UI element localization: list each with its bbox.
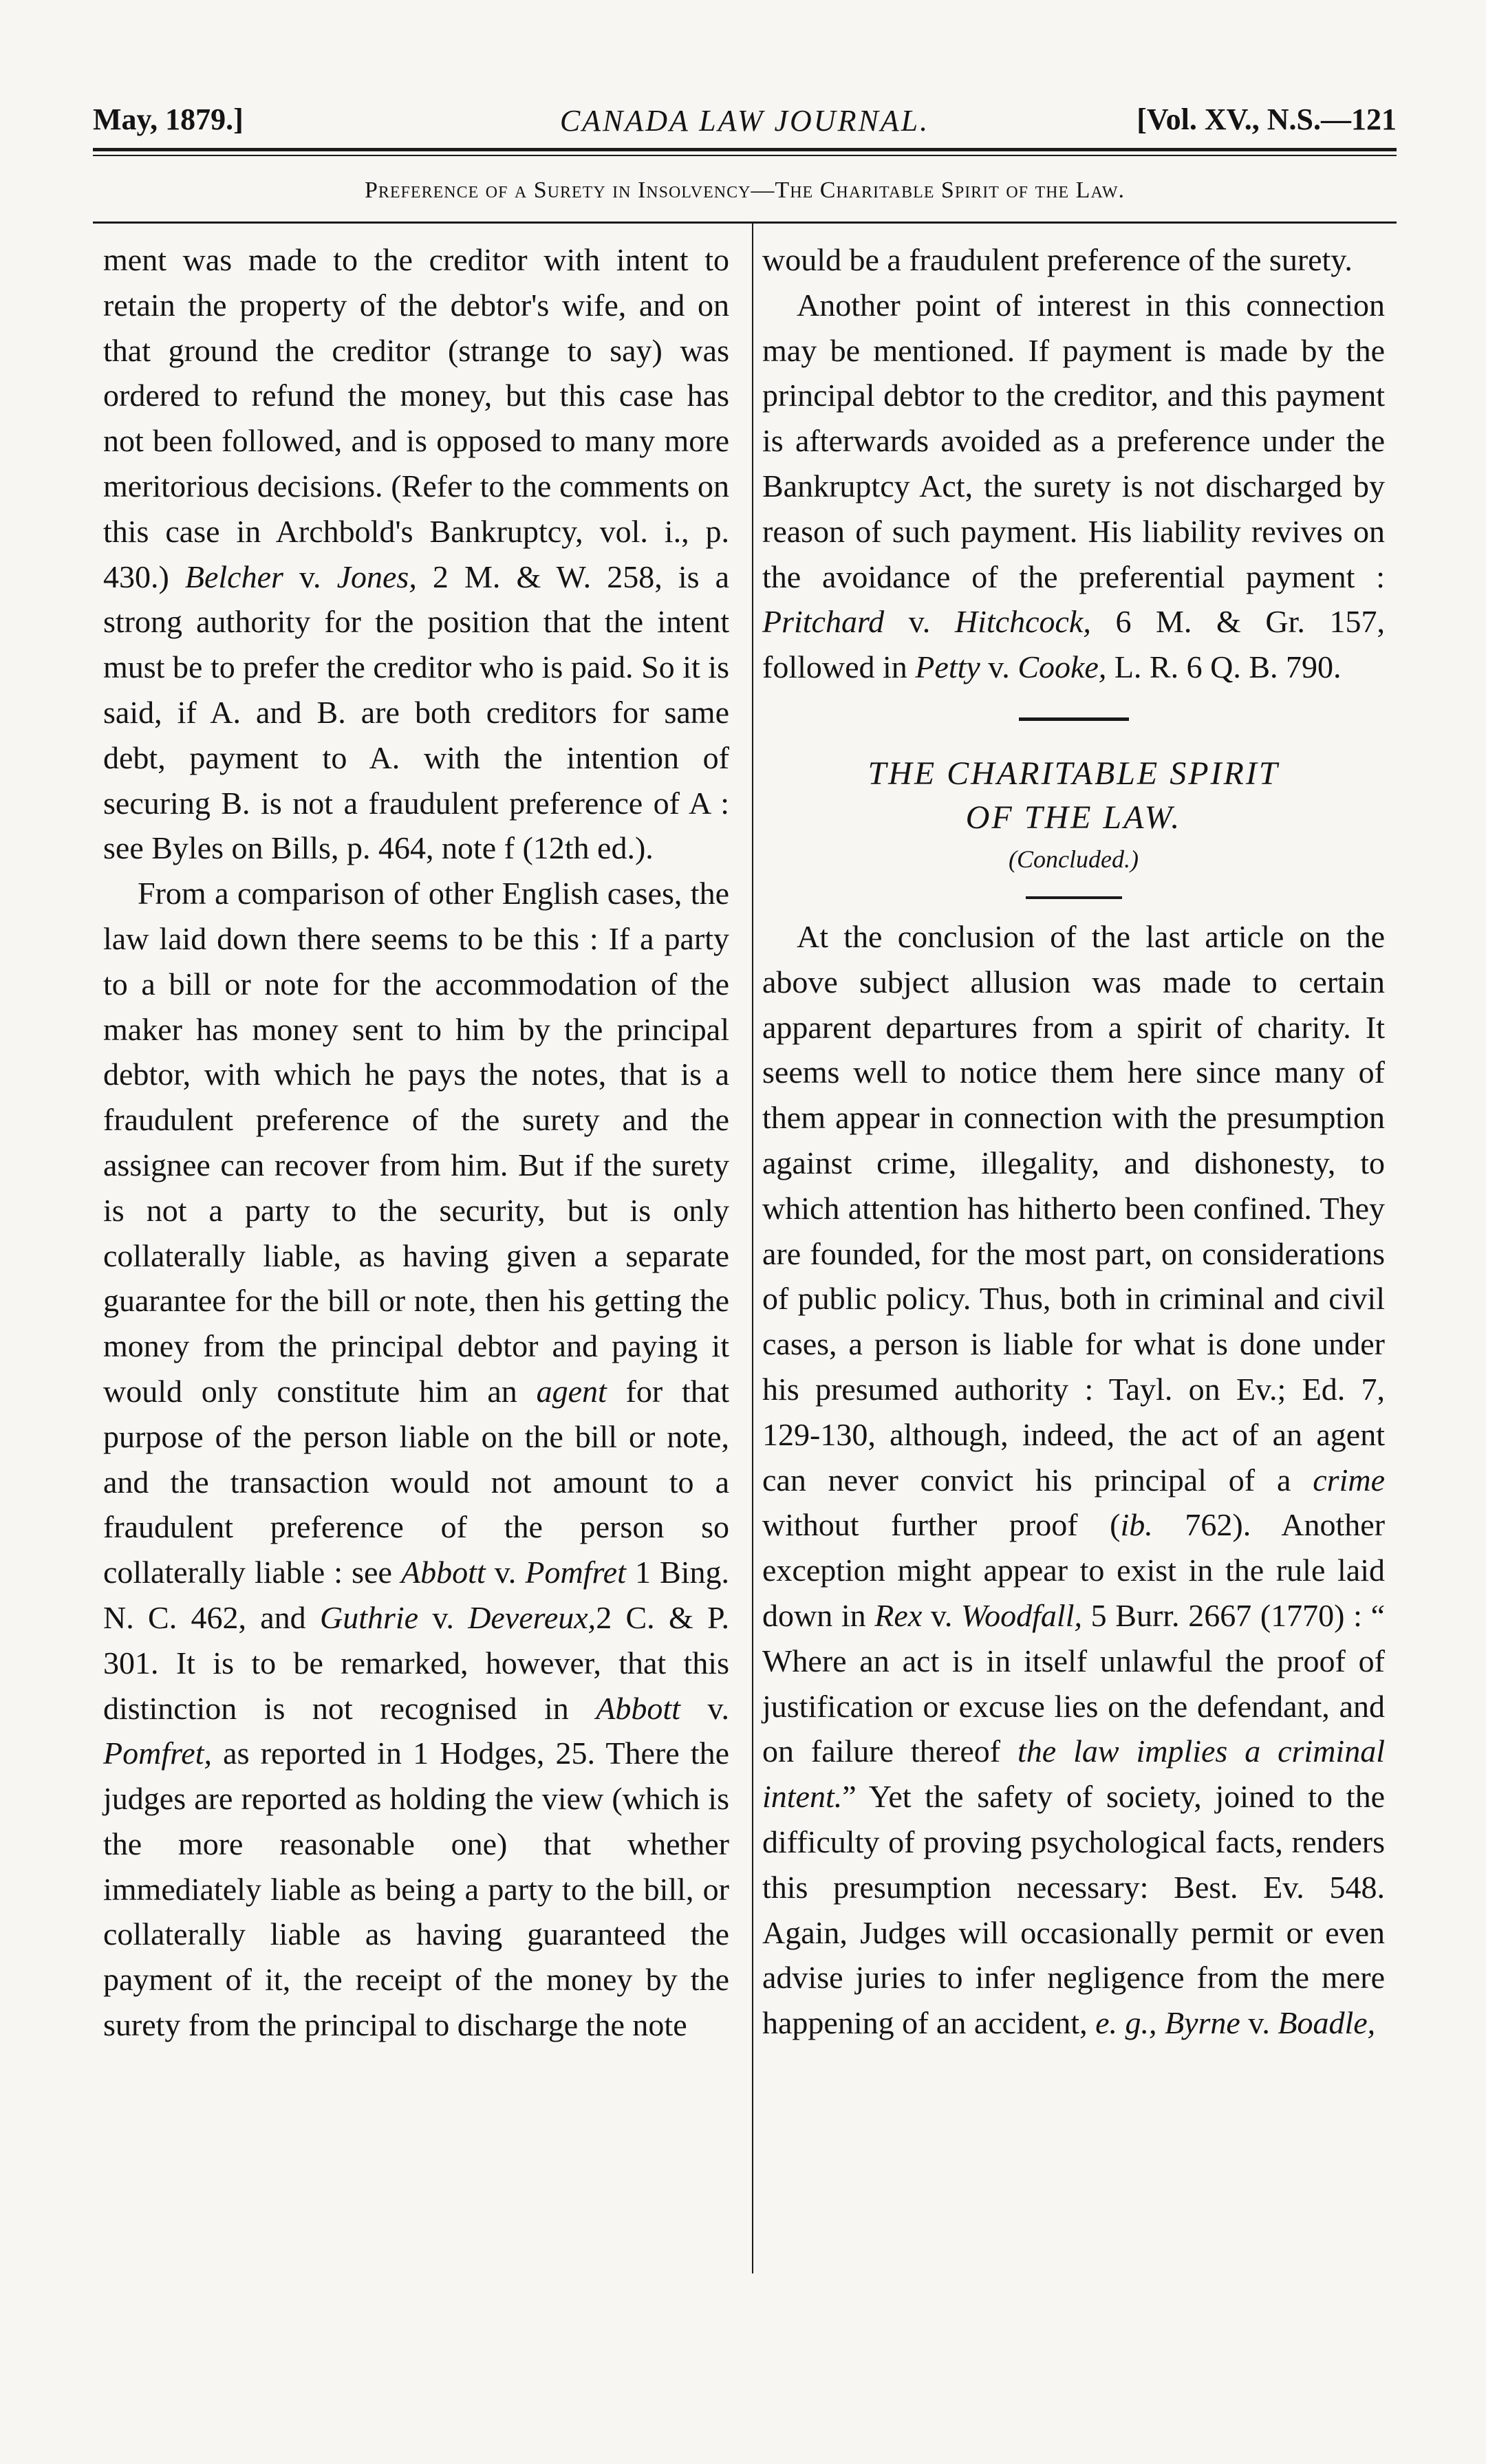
running-subheader: Preference of a Surety in Insolvency—The Charitable Spirit of the Law. [364, 177, 1126, 203]
left-paragraph-2 [103, 871, 729, 2048]
case-name: Byrne [1165, 2005, 1240, 2041]
title-rule [1026, 896, 1122, 899]
text-run: ment was made to the creditor with intent to retain the property of the debtor's wife, and on that ground the creditor (strange to say) was ordered to refund the money, but this case has not been followed, and is opposed to many more meritorious decisions. (Refer to the comments on this case in Archbold's Bankruptcy, vol. i., p. 430.) [103, 242, 729, 594]
case-name: Boadle, [1278, 2005, 1376, 2041]
emphasis: e. g., [1095, 2005, 1157, 2041]
text-run: At the conclusion of the last article on the above subject allusion was made to certain apparent departures from a spirit of charity. It seems well to notice them here since many of them appear in connection with the presumption against crime, illegality, and dishonesty, to which attention has hitherto been confined. They are founded, for the most part, on considerations of public policy. Thus, both in criminal and civil cases, a person is liable for what is done under his presumed authority : Tayl. on Ev.; Ed. 7, 129-130, although, indeed, the act of an agent can never convict his principal of a [762, 918, 1385, 1498]
article-title [762, 752, 1385, 840]
right-paragraph-2 [762, 283, 1385, 690]
case-name: Pomfret [525, 1555, 626, 1590]
text-run: v. [922, 1597, 962, 1633]
text-run: 762). Another exception might appear to exist in the rule laid down in [762, 1507, 1386, 1633]
volume-page: [Vol. XV., N.S.—121 [1137, 102, 1397, 136]
case-name: Abbott [400, 1555, 486, 1590]
text-run: v. [680, 1690, 729, 1726]
text-run: L. R. 6 Q. B. 790. [1106, 649, 1342, 685]
journal-title: CANADA LAW JOURNAL. [559, 104, 930, 138]
emphasis: crime [1313, 1462, 1385, 1498]
left-column [103, 237, 729, 2048]
issue-date: May, 1879.] [93, 102, 244, 136]
case-name: Woodfall, [961, 1597, 1082, 1633]
header-rule-thin [93, 155, 1397, 156]
subheader-rule [93, 221, 1397, 224]
text-run: 2 M. & W. 258, is a strong authority for the position that the intent must be to prefer the creditor who is paid. So it is said, if A. and B. are both creditors for same debt, payment to A. with the intention of securing B. is not a fraudulent preference of A : see Byles on Bills, p. 464, note f (12th ed.). [103, 559, 729, 866]
text-run: Another point of interest in this connection may be mentioned. If payment is made by the principal debtor to the creditor, and this payment is afterwards avoided as a preference under the Bankruptcy Act, the surety is not discharged by reason of such payment. His liability revives on the avoidance of the preferential payment : [762, 287, 1385, 594]
left-paragraph-1 [103, 237, 729, 871]
case-name: Pomfret, [103, 1736, 212, 1771]
text-run [1157, 2005, 1165, 2040]
section-rule [1019, 717, 1129, 721]
case-name: Petty [915, 649, 980, 685]
case-name: Jones, [336, 559, 417, 594]
article-title-line-2: OF THE LAW. [965, 799, 1182, 836]
text-run: for that purpose of the person liable on the bill or note, and the transaction would not amount to a fraudulent preference of the person so collaterally liable : see [103, 1373, 729, 1590]
case-name: Devereux, [468, 1599, 596, 1635]
text-run: From a comparison of other English cases, the law laid down there seems to be this : If a party to a bill or note for the accommodation of the maker has money sent to him by the principal debtor, with which he pays the notes, that is a fraudulent preference of the surety and the assignee can recover from him. But if the surety is not a party to the security, but is only collaterally liable, as having given a separate guarantee for the bill or note, then his getting the money from the principal debtor and paying it would only constitute him an [103, 876, 729, 1409]
emphasis: agent [536, 1373, 607, 1409]
text-run: v. [485, 1555, 526, 1590]
emphasis: ib. [1120, 1507, 1153, 1543]
text-run: 6 M. & Gr. 157, followed in [762, 604, 1386, 685]
case-name: Cooke, [1017, 649, 1107, 685]
article-title-line-1: THE CHARITABLE SPIRIT [868, 755, 1280, 792]
column-divider [752, 224, 753, 2273]
text-run: v. [884, 604, 955, 640]
text-run: v. [980, 649, 1018, 685]
case-name: Abbott [596, 1690, 680, 1726]
text-run: without further proof ( [762, 1507, 1121, 1543]
case-name: Guthrie [319, 1599, 419, 1635]
text-run: as reported in 1 Hodges, 25. There the judges are reported as holding the view (which is the more reasonable one) that whether immediately liable as being a party to the bill, or collaterally liable as having guaranteed the payment of it, the receipt of the money by the surety from the principal to discharge the note [103, 1736, 729, 2043]
right-paragraph-3 [762, 914, 1385, 2046]
case-name: Pritchard [762, 604, 885, 640]
header-rule-thick [93, 148, 1397, 151]
right-column [762, 237, 1385, 2046]
right-paragraph-1: would be a fraudulent preference of the surety. [762, 242, 1353, 277]
case-name: Rex [874, 1597, 923, 1633]
case-name: Belcher [184, 559, 283, 594]
text-run: 1 Bing. N. C. 462, and [103, 1555, 730, 1635]
text-run: ” Yet the safety of society, joined to the difficulty of proving psychological facts, renders this presumption necessary: Best. Ev. 548. Again, Judges will occasionally permit or even advise juries to infer negligence from the mere happening of an accident, [762, 1779, 1385, 2041]
page-header [93, 96, 1397, 144]
text-run: 5 Burr. 2667 (1770) : “ Where an act is in itself unlawful the proof of justification or excuse lies on the defendant, and on failure thereof [762, 1597, 1385, 1769]
text-run: v. [418, 1599, 469, 1635]
text-run: v. [1240, 2005, 1278, 2041]
article-subtitle: (Concluded.) [1009, 845, 1139, 873]
case-name: Hitchcock, [954, 604, 1091, 640]
emphasis: the law implies a criminal intent. [762, 1733, 1385, 1815]
text-run: v. [283, 559, 337, 594]
text-run: 2 C. & P. 301. It is to be remarked, however, that this distinction is not recognised in [103, 1599, 729, 1726]
